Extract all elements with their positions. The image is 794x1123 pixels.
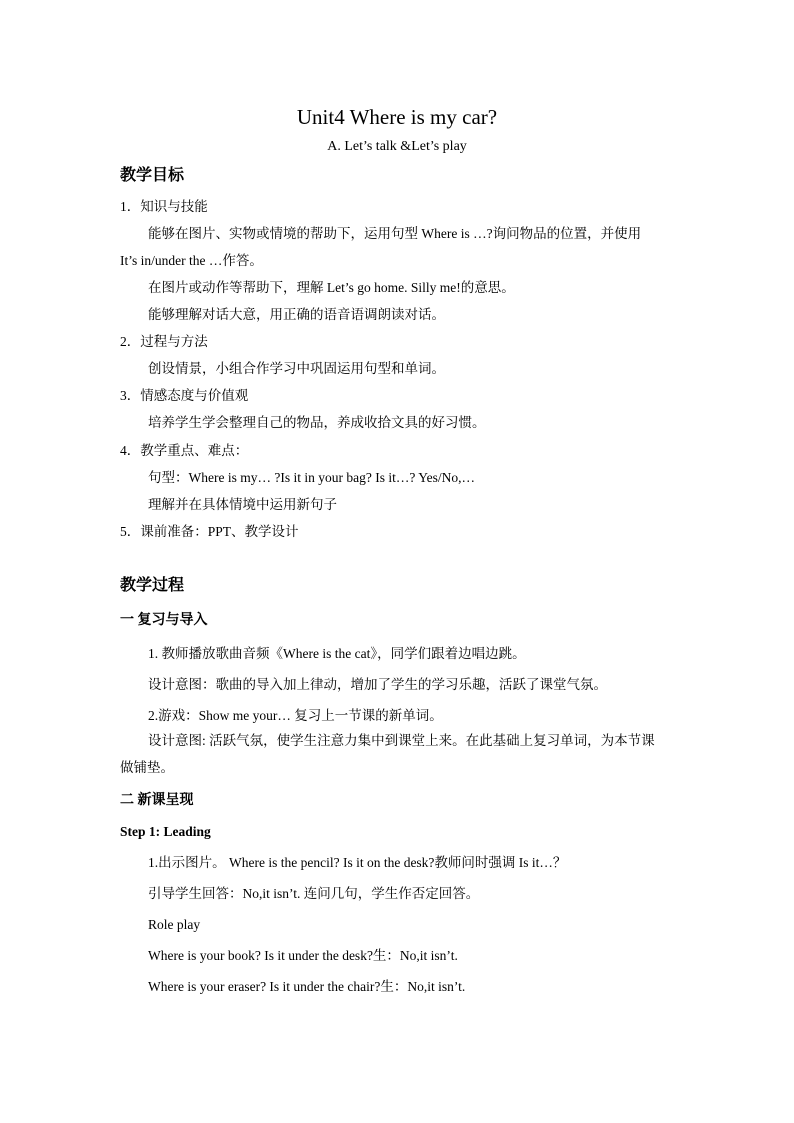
- section-3-title: 3．情感态度与价值观: [120, 388, 249, 403]
- part-1-line-4: 设计意图: 活跃气氛，使学生注意力集中到课堂上来。在此基础上复习单词，为本节课: [148, 733, 655, 748]
- part-1-line-5: 做铺垫。: [120, 760, 174, 775]
- section-4-line-1: 句型：Where is my… ?Is it in your bag? Is it…? Yes/No,…: [148, 470, 475, 485]
- document-subtitle: A. Let’s talk &Let’s play: [327, 139, 467, 154]
- section-4-title: 4．教学重点、难点：: [120, 443, 249, 458]
- step-1-line-5: Where is your eraser? Is it under the chair?生：No,it isn’t.: [148, 979, 466, 994]
- section-1-line-3: 在图片或动作等帮助下，理解 Let’s go home. Silly me!的意思。: [148, 280, 515, 295]
- section-3-line-1: 培养学生学会整理自己的物品，养成收拾文具的好习惯。: [148, 415, 486, 430]
- process-heading: 教学过程: [120, 577, 185, 594]
- section-2-title: 2．过程与方法: [120, 334, 208, 349]
- part-1-line-1: 1. 教师播放歌曲音频《Where is the cat》，同学们跟着边唱边跳。: [148, 646, 526, 661]
- section-1-line-4: 能够理解对话大意，用正确的语音语调朗读对话。: [148, 307, 445, 322]
- section-1-line-2: It’s in/under the …作答。: [120, 253, 263, 268]
- part-1-title: 一 复习与导入: [120, 613, 208, 628]
- section-2-line-1: 创设情景，小组合作学习中巩固运用句型和单词。: [148, 361, 445, 376]
- part-2-title: 二 新课呈现: [120, 793, 194, 808]
- section-4-line-2: 理解并在具体情境中运用新句子: [148, 497, 337, 512]
- part-1-line-2: 设计意图：歌曲的导入加上律动，增加了学生的学习乐趣，活跃了课堂气氛。: [148, 677, 607, 692]
- step-1-line-4: Where is your book? Is it under the desk?生：No,it isn’t.: [148, 948, 458, 963]
- section-1-line-1: 能够在图片、实物或情境的帮助下，运用句型 Where is …?询问物品的位置，并使用: [148, 226, 642, 241]
- section-1-title: 1．知识与技能: [120, 199, 208, 214]
- part-1-line-3: 2.游戏：Show me your… 复习上一节课的新单词。: [148, 708, 443, 723]
- goals-heading: 教学目标: [120, 167, 185, 184]
- step-1-line-2: 引导学生回答：No,it isn’t. 连问几句，学生作否定回答。: [148, 886, 480, 901]
- step-1-line-1: 1.出示图片。 Where is the pencil? Is it on the desk?教师问时强调 Is it…？: [148, 855, 567, 870]
- step-1-title: Step 1: Leading: [120, 824, 211, 839]
- section-5-title: 5．课前准备：PPT、教学设计: [120, 524, 299, 539]
- document-title: Unit4 Where is my car?: [296, 105, 498, 129]
- step-1-line-3: Role play: [148, 917, 201, 932]
